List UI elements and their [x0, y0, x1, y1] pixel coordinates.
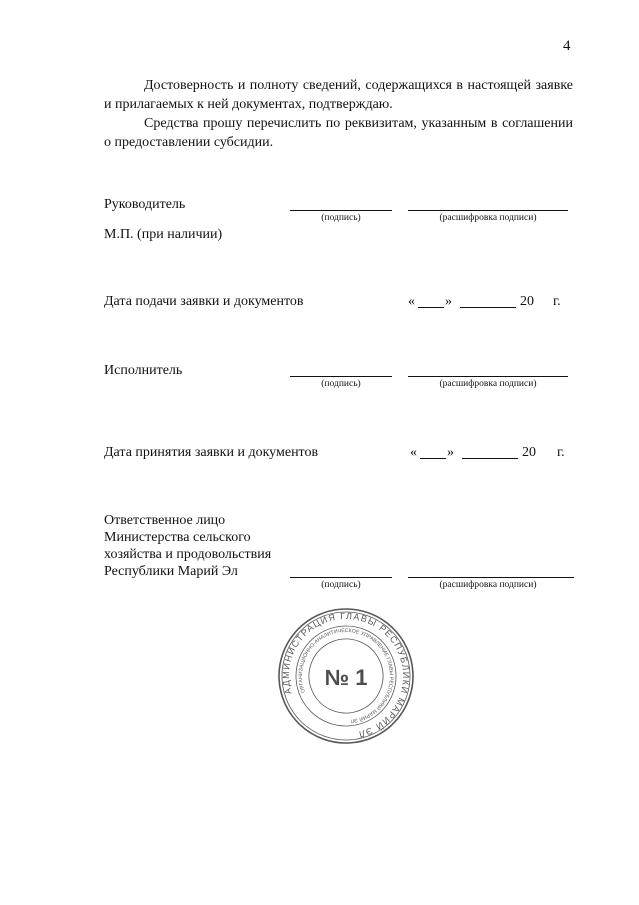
head-decoding-caption: (расшифровка подписи)	[439, 213, 537, 223]
head-decoding-line	[408, 210, 568, 211]
responsible-line-1: Ответственное лицо	[104, 513, 226, 528]
head-signature-caption: (подпись)	[321, 213, 361, 223]
submission-open-quote: «	[408, 294, 415, 309]
responsible-decoding-line	[408, 577, 574, 578]
acceptance-day-line	[420, 458, 446, 459]
head-signature-line	[290, 210, 392, 211]
acceptance-month-line	[462, 458, 518, 459]
page-number: 4	[563, 38, 571, 54]
submission-day-line	[418, 307, 444, 308]
acceptance-year-prefix: 20	[522, 445, 536, 460]
acceptance-date-label: Дата принятия заявки и документов	[104, 445, 319, 460]
svg-text:ОРГАНИЗАЦИОННО-АНАЛИТИЧЕСКОЕ У: ОРГАНИЗАЦИОННО-АНАЛИТИЧЕСКОЕ УПРАВЛЕНИЕ ГЛАВЫ РЕСПУБЛИКИ МАРИЙ ЭЛ	[297, 627, 395, 724]
responsible-decoding-caption: (расшифровка подписи)	[439, 580, 537, 590]
submission-close-quote: »	[445, 294, 452, 309]
submission-date-label: Дата подачи заявки и документов	[104, 294, 304, 309]
responsible-line-2: Министерства сельского	[104, 530, 251, 545]
seal-note: М.П. (при наличии)	[104, 227, 223, 242]
acceptance-close-quote: »	[447, 445, 454, 460]
executor-decoding-line	[408, 376, 568, 377]
round-seal-stamp	[276, 606, 416, 746]
responsible-signature-caption: (подпись)	[321, 580, 361, 590]
confirmation-paragraph: Достоверность и полноту сведений, содержащихся в настоящей заявке и прилагаемых к ней документах, подтверждаю.	[104, 78, 573, 112]
responsible-signature-line	[290, 577, 392, 578]
submission-month-line	[460, 307, 516, 308]
submission-year-suffix: г.	[553, 294, 561, 309]
responsible-line-4: Республики Марий Эл	[104, 564, 238, 579]
transfer-paragraph: Средства прошу перечислить по реквизитам, указанным в соглашении о предоставлении субсидии.	[104, 116, 573, 150]
executor-signature-line	[290, 376, 392, 377]
executor-signature-caption: (подпись)	[321, 379, 361, 389]
submission-year-prefix: 20	[520, 294, 534, 309]
seal-number: № 1	[324, 665, 368, 690]
acceptance-year-suffix: г.	[557, 445, 565, 460]
executor-label: Исполнитель	[104, 363, 183, 378]
head-label: Руководитель	[104, 197, 186, 212]
executor-decoding-caption: (расшифровка подписи)	[439, 379, 537, 389]
responsible-line-3: хозяйства и продовольствия	[104, 547, 272, 562]
acceptance-open-quote: «	[410, 445, 417, 460]
svg-text:АДМИНИСТРАЦИЯ ГЛАВЫ РЕСПУБЛИКИ: АДМИНИСТРАЦИЯ ГЛАВЫ РЕСПУБЛИКИ МАРИЙ ЭЛ	[280, 610, 412, 740]
